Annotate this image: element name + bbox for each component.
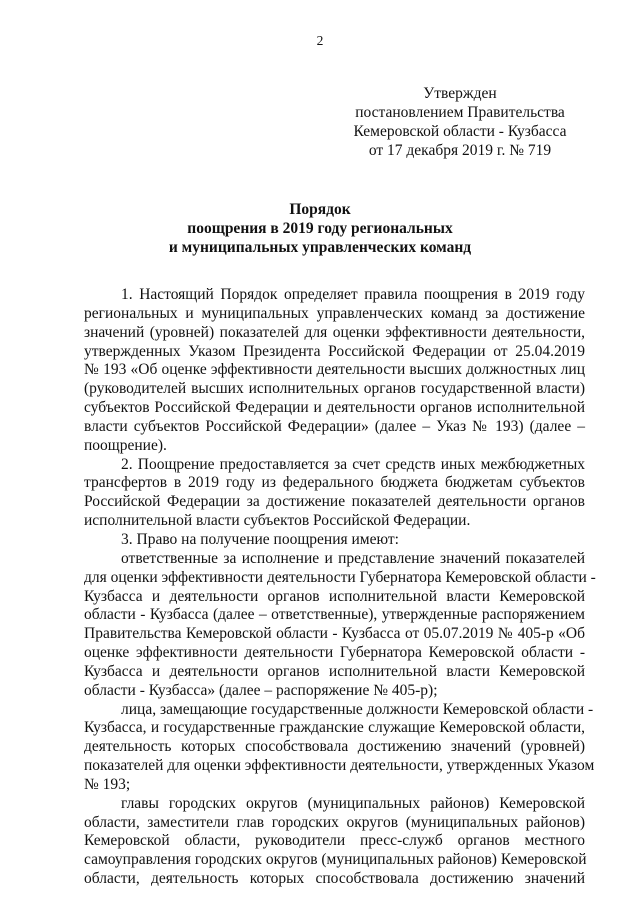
body-line: лица, замещающие государственные должности Кемеровской области - [121,700,594,718]
body-line: для оценки эффективности деятельности Губернатора Кемеровской области - [84,568,596,586]
body-line: (руководителей высших исполнительных органов государственной власти) [84,380,585,398]
title-line: и муниципальных управленческих команд [168,239,472,256]
body-line: Российской Федерации за достижение показателей деятельности органов [84,493,585,511]
body-line: области - Кузбасса (далее – ответственные), утвержденные распоряжением [84,606,585,624]
body-line: власти субъектов Российской Федерации» (далее – Указ № 193) (далее – [84,417,585,435]
approval-line: Кемеровской области - Кузбасса [353,123,567,140]
title-line: поощрения в 2019 году региональных [187,220,453,237]
body-line: Кузбасса и деятельности органов исполнительной власти Кемеровской [84,662,585,680]
body-line: Кузбасса и деятельности органов исполнительной власти Кемеровской [84,587,585,605]
body-line: поощрение). [84,436,167,454]
body-line: ответственные за исполнение и представление значений показателей [121,549,585,567]
approval-line: постановлением Правительства [355,104,565,121]
document-body [84,286,596,889]
body-line: субъектов Российской Федерации и деятельности органов исполнительной [84,399,585,417]
body-line: 2. Поощрение предоставляется за счет средств иных межбюджетных [121,455,585,473]
approval-line: Утвержден [423,85,497,102]
body-line: деятельность которых способствовала достижению значений (уровней) [84,738,585,756]
body-line: самоуправления городских округов (муниципальных районов) Кемеровской [84,851,587,869]
document-title [0,200,640,257]
body-line: исполнительной власти субъектов Российской Федерации. [84,512,471,530]
body-line: № 193 «Об оценке эффективности деятельности высших должностных лиц [84,361,585,379]
body-line: значений (уровней) показателей для оценки эффективности деятельности, [84,323,585,341]
body-line: № 193; [84,775,131,793]
body-line: оценке эффективности деятельности Губернатора Кемеровской области - [84,644,585,662]
title-line: Порядок [289,201,351,218]
page-number: 2 [316,33,324,48]
approval-line: от 17 декабря 2019 г. № 719 [368,142,552,159]
body-line: главы городских округов (муниципальных районов) Кемеровской [121,794,585,812]
body-line: области, заместители глав городских округов (муниципальных районов) [84,813,585,831]
body-line: области, деятельность которых способствовала достижению значений [84,870,585,888]
body-line: Кузбасса, и государственные гражданские служащие Кемеровской области, [84,719,585,737]
body-line: Правительства Кемеровской области - Кузбасса от 05.07.2019 № 405-р «Об [84,625,585,643]
body-line: 3. Право на получение поощрения имеют: [121,530,399,548]
body-line: Кемеровской области, руководители пресс-служб органов местного [84,832,585,850]
body-line: трансфертов в 2019 году из федерального бюджета бюджетам субъектов [84,474,585,492]
body-line: 1. Настоящий Порядок определяет правила поощрения в 2019 году [121,286,585,303]
body-line: региональных и муниципальных управленческих команд за достижение [84,304,585,322]
body-line: утвержденных Указом Президента Российской Федерации от 25.04.2019 [84,342,585,360]
body-line: области - Кузбасса» (далее – распоряжение № 405-р); [84,681,438,699]
approval-stamp [335,84,585,160]
body-line: показателей для оценки эффективности деятельности, утвержденных Указом [84,757,595,775]
